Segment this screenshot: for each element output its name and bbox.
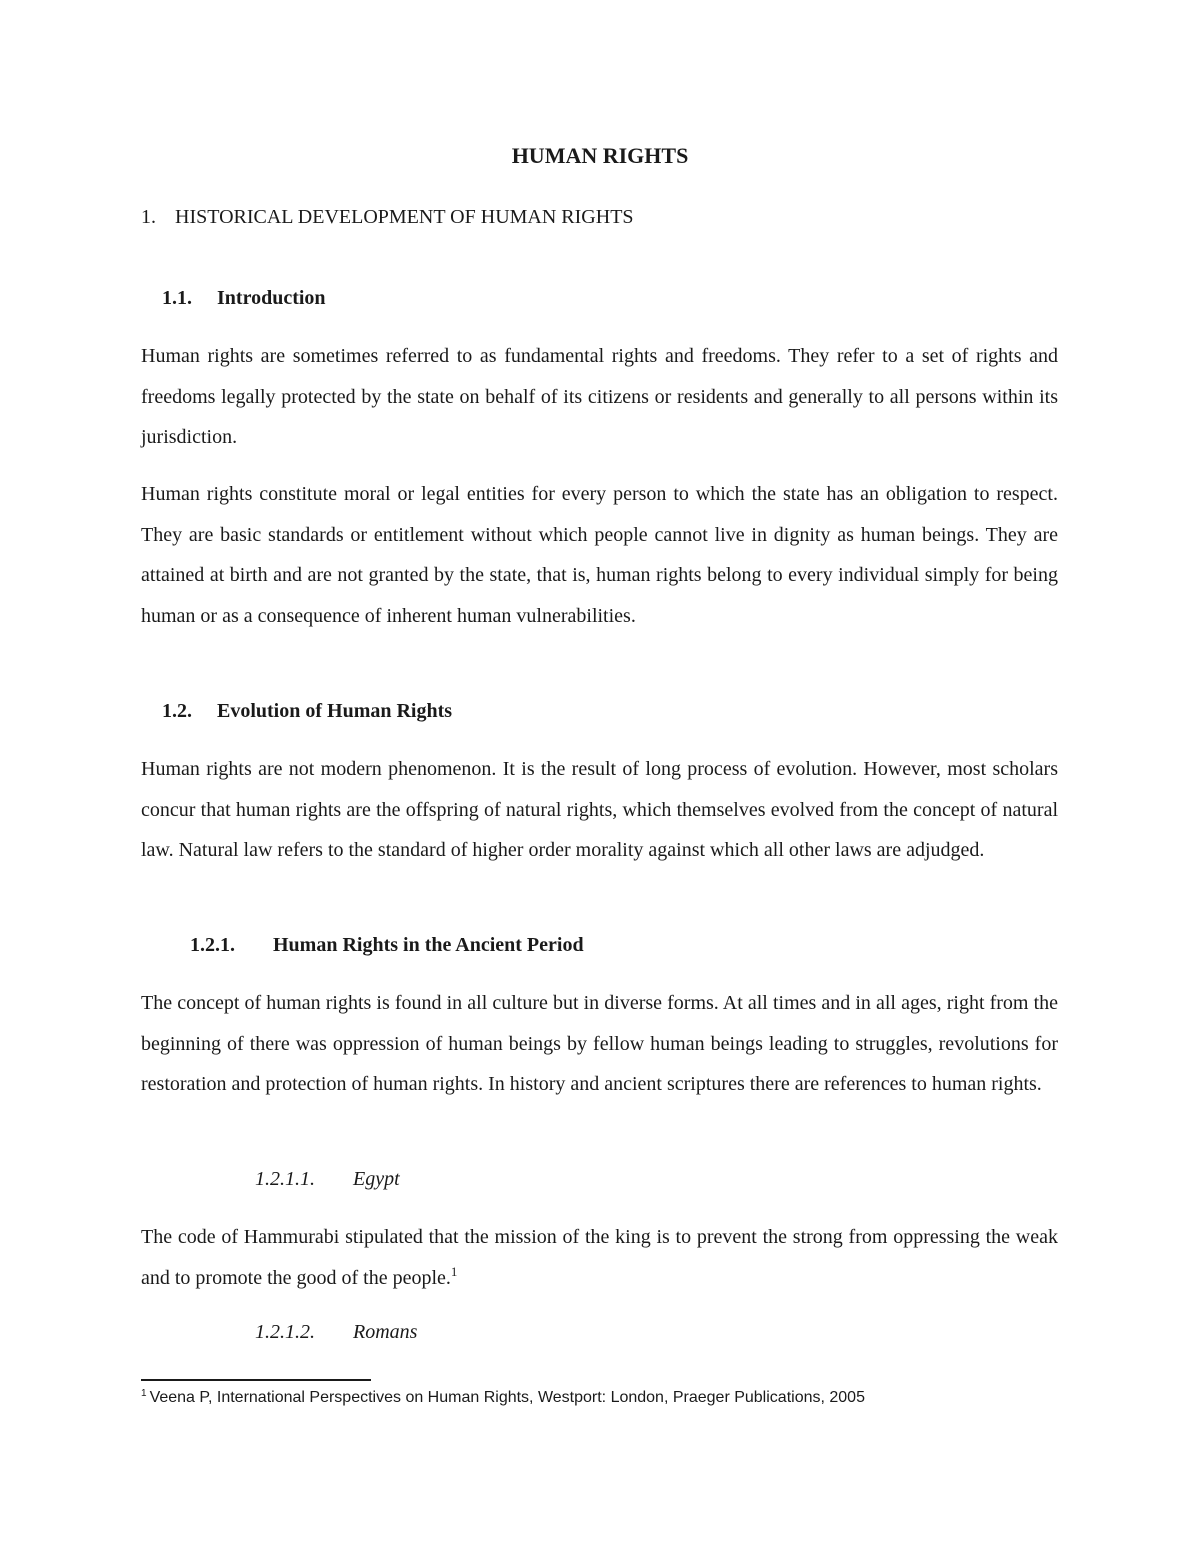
paragraph-introduction-2: Human rights constitute moral or legal entities for every person to which the state has an obligation to respect. They are basic standards or entitlement without which people cannot live in dignity as human beings. They are attained at birth and are not granted by the state, that is, human rights belong to every individual simply for being human or as a consequence of inherent human vulnerabilities.	[141, 483, 1058, 627]
section-number: 1.1.	[162, 287, 192, 309]
paragraph-egypt	[141, 1217, 1058, 1298]
section-heading-1	[141, 206, 634, 229]
paragraph-ancient-period: The concept of human rights is found in all culture but in diverse forms. At all times and in all ages, right from the beginning of there was oppression of human beings by fellow human beings leading to struggles, revolutions for restoration and protection of human rights. In history and ancient scriptures there are references to human rights.	[141, 992, 1058, 1095]
footnote-mark: 1	[141, 1388, 147, 1399]
section-number: 1.2.1.	[190, 934, 235, 956]
footnote-separator	[141, 1379, 371, 1381]
section-number: 1.2.	[162, 700, 192, 722]
section-heading-1-1	[162, 287, 326, 310]
paragraph-evolution: Human rights are not modern phenomenon. It is the result of long process of evolution. However, most scholars concur that human rights are the offspring of natural rights, which themselves evolved from the concept of natural law. Natural law refers to the standard of higher order morality against which all other laws are adjudged.	[141, 758, 1058, 861]
section-number: 1.	[141, 206, 156, 228]
section-heading-1-2-1-1	[255, 1168, 400, 1191]
paragraph-egypt-text: The code of Hammurabi stipulated that the mission of the king is to prevent the strong from oppressing the weak and to promote the good of the people.	[141, 1226, 1058, 1289]
section-heading-1-2-1	[190, 934, 584, 957]
section-title: Human Rights in the Ancient Period	[273, 934, 584, 956]
document-title: HUMAN RIGHTS	[511, 143, 689, 168]
footnote-reference[interactable]: 1	[450, 1263, 458, 1279]
section-title: Introduction	[217, 287, 326, 309]
section-title: Egypt	[353, 1168, 400, 1190]
section-number: 1.2.1.1.	[255, 1168, 315, 1190]
footnote-text: Veena P, International Perspectives on Human Rights, Westport: London, Praeger Publications, 2005	[149, 1389, 865, 1406]
paragraph-introduction-1: Human rights are sometimes referred to as fundamental rights and freedoms. They refer to a set of rights and freedoms legally protected by the state on behalf of its citizens or residents and generally to all persons within its jurisdiction.	[141, 345, 1058, 448]
section-title: HISTORICAL DEVELOPMENT OF HUMAN RIGHTS	[175, 206, 634, 228]
section-number: 1.2.1.2.	[255, 1321, 315, 1343]
section-heading-1-2-1-2	[255, 1321, 417, 1344]
section-title: Evolution of Human Rights	[217, 700, 453, 722]
section-title: Romans	[353, 1321, 418, 1343]
footnote	[141, 1389, 865, 1407]
section-heading-1-2	[162, 700, 452, 723]
